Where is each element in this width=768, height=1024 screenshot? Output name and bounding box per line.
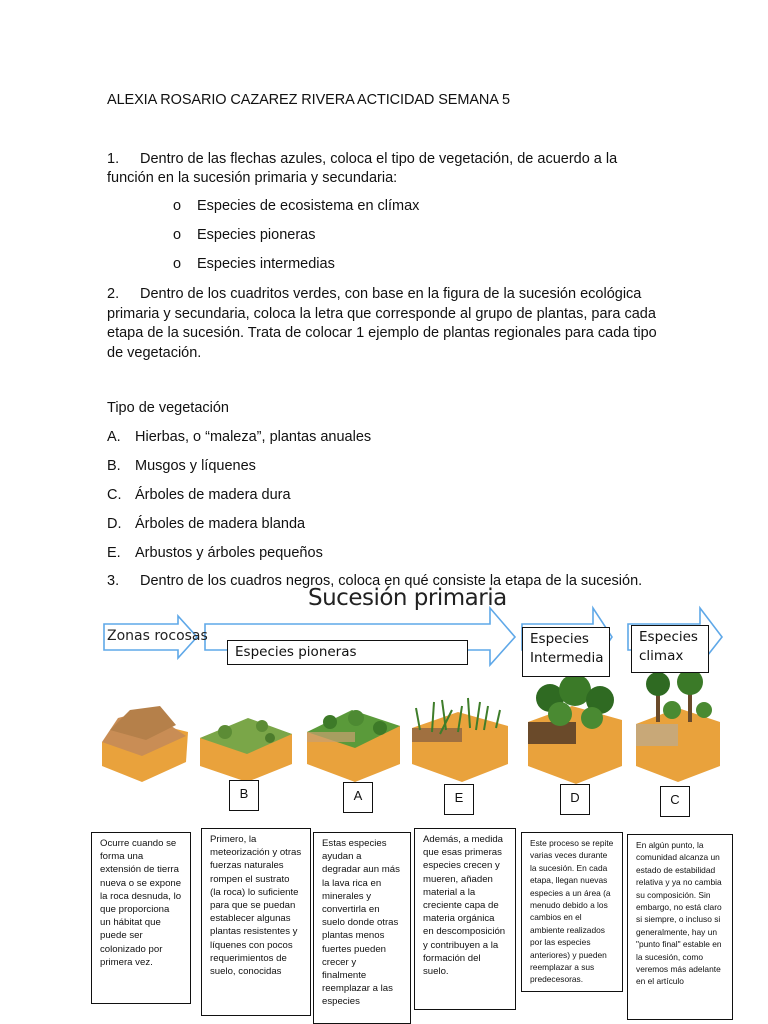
bullet-text: Especies pioneras: [197, 227, 316, 243]
arrow-label-zonas-rocosas: Zonas rocosas: [107, 628, 208, 644]
bullet-text: Especies intermedias: [197, 256, 335, 272]
option-key: E.: [107, 545, 121, 561]
option-text: Árboles de madera blanda: [135, 516, 306, 532]
bullet-item: [173, 256, 335, 272]
bullet-marker: o: [173, 198, 182, 214]
letter-box[interactable]: A: [343, 782, 373, 813]
question-3-number: 3.: [107, 573, 120, 589]
option-key: D.: [107, 516, 122, 532]
letter-box[interactable]: B: [229, 780, 259, 811]
bullet-text: Especies de ecosistema en clímax: [197, 198, 420, 214]
letter-box[interactable]: C: [660, 786, 690, 817]
option-text: Hierbas, o “maleza”, plantas anuales: [135, 429, 372, 445]
question-1-text: Dentro de las flechas azules, coloca el tipo de vegetación, de acuerdo a la función en la sucesión primaria y secundaria:: [107, 151, 618, 186]
vegetation-types-title: Tipo de vegetación: [107, 400, 229, 416]
soil-block-4: [412, 698, 508, 782]
stage-box-intermedia[interactable]: Especies Intermedia: [522, 627, 610, 677]
description-box[interactable]: Además, a medida que esas primeras especies crecen y mueren, añaden material a la creciente capa de materia orgánica en descomposición y contribuyen a la formación del suelo.: [414, 828, 516, 1010]
description-box[interactable]: En algún punto, la comunidad alcanza un estado de estabilidad relativa y ya no cambia su composición. Sin embargo, no está claro si siempre, o incluso si generalmente, hay un "punto final" estable en la sucesión, como veremos más adelante en el artículo: [627, 834, 733, 1020]
soil-block-3: [307, 710, 400, 782]
document-header: ALEXIA ROSARIO CAZAREZ RIVERA ACTICIDAD SEMANA 5: [107, 92, 510, 108]
soil-block-1: [102, 706, 188, 782]
bullet-marker: o: [173, 227, 182, 243]
option-text: Musgos y líquenes: [135, 458, 256, 474]
question-2: [107, 285, 667, 363]
bullet-item: [173, 198, 419, 214]
option-item: [107, 429, 371, 445]
option-item: [107, 487, 291, 503]
question-1: [107, 150, 667, 188]
letter-box[interactable]: E: [444, 784, 474, 815]
option-key: A.: [107, 429, 121, 445]
stage-box-pioneras[interactable]: Especies pioneras: [227, 640, 468, 665]
option-key: B.: [107, 458, 121, 474]
soil-block-2: [200, 718, 292, 782]
question-1-number: 1.: [107, 151, 120, 167]
figure-title: Sucesión primaria: [308, 585, 507, 611]
option-item: [107, 516, 305, 532]
option-item: [107, 545, 323, 561]
soil-block-5: [528, 674, 622, 784]
option-item: [107, 458, 256, 474]
stage-box-climax[interactable]: Especies climax: [631, 625, 709, 673]
question-2-text: Dentro de los cuadritos verdes, con base en la figura de la sucesión ecológica primaria y secundaria, coloca la letra que corresponde al grupo de plantas, para cada etapa de la sucesión. Trata de colocar 1 ejemplo de plantas regionales para cada tipo de vegetación.: [107, 286, 657, 361]
description-box[interactable]: Este proceso se repite varias veces durante la sucesión. En cada etapa, llegan nuevas especies a un área (a menudo debido a los cambios en el ambiente realizados por las especies anteriores) y pueden reemplazar a sus predecesoras.: [521, 832, 623, 992]
description-box[interactable]: Estas especies ayudan a degradar aun más la lava rica en minerales y convertirla en suelo donde otras plantas menos fuertes pueden crecer y finalmente reemplazar a las especies: [313, 832, 411, 1024]
option-text: Árboles de madera dura: [135, 487, 291, 503]
description-box[interactable]: Ocurre cuando se forma una extensión de tierra nueva o se expone la roca desnuda, lo que proporciona un hábitat que puede ser colonizado por primera vez.: [91, 832, 191, 1004]
option-text: Arbustos y árboles pequeños: [135, 545, 323, 561]
option-key: C.: [107, 487, 122, 503]
description-box[interactable]: Primero, la meteorización y otras fuerzas naturales rompen el sustrato (la roca) lo suficiente para que se puedan establecer algunas plantas resistentes y líquenes con pocos requerimientos de suelo, conocidas: [201, 828, 311, 1016]
letter-box[interactable]: D: [560, 784, 590, 815]
bullet-marker: o: [173, 256, 182, 272]
soil-block-6: [636, 669, 720, 782]
bullet-item: [173, 227, 316, 243]
question-3-text: Dentro de los cuadros negros, coloca en qué consiste la etapa de la sucesión.: [140, 573, 643, 589]
question-2-number: 2.: [107, 286, 120, 302]
